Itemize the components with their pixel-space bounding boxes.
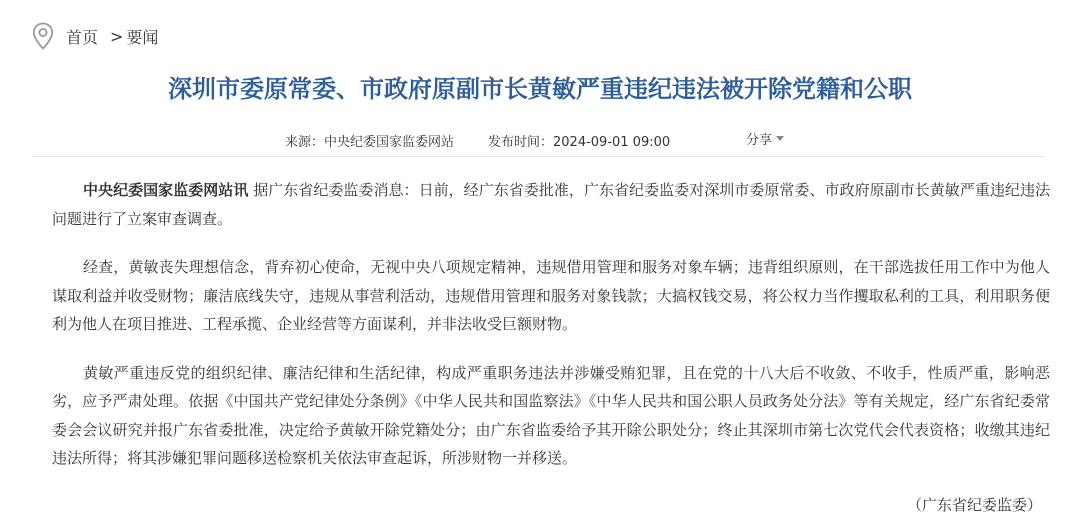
share-button[interactable] [746, 129, 784, 148]
breadcrumb [32, 20, 158, 52]
article-meta [0, 127, 1080, 151]
location-pin-icon [32, 22, 54, 50]
article-paragraph-text: 据广东省纪委监委消息：日前，经广东省委批准，广东省纪委监委对深圳市委原常委、市政府原副市长黄敏严重违纪违法问题进行了立案审查调查。 [52, 181, 1050, 228]
article-title: 深圳市委原常委、市政府原副市长黄敏严重违纪违法被开除党籍和公职 [168, 75, 912, 103]
breadcrumb-current-link[interactable]: 要闻 [126, 27, 159, 47]
caret-down-icon [776, 136, 784, 141]
article-lead: 中央纪委国家监委网站讯 [83, 181, 249, 199]
share-label: 分享 [746, 133, 773, 148]
breadcrumb-home-link[interactable]: 首页 [66, 27, 99, 47]
article-sign-off: （广东省纪委监委） [906, 496, 1042, 514]
article-body [52, 176, 1050, 493]
divider [32, 156, 1044, 157]
article-paragraph [52, 176, 1050, 233]
article-paragraph: 经查，黄敏丧失理想信念，背弃初心使命，无视中央八项规定精神，违规借用管理和服务对象车辆；违背组织原则，在干部选拔任用工作中为他人谋取利益并收受财物；廉洁底线失守，违规从事营利活动，违规借用管理和服务对象钱款；大搞权钱交易，将公权力当作攫取私利的工具，利用职务便利为他人在项目推进、工程承揽、企业经营等方面谋利，并非法收受巨额财物。 [52, 258, 1050, 333]
article-paragraph: 黄敏严重违反党的组织纪律、廉洁纪律和生活纪律，构成严重职务违法并涉嫌受贿犯罪，且在党的十八大后不收敛、不收手，性质严重，影响恶劣，应予严肃处理。依据《中国共产党纪律处分条例》《中华人民共和国监察法》《中华人民共和国公职人员政务处分法》等有关规定，经广东省纪委常委会会议研究并报广东省委批准，决定给予黄敏开除党籍处分；由广东省监委给予其开除公职处分；终止其深圳市第七次党代会代表资格；收缴其违纪违法所得；将其涉嫌犯罪问题移送检察机关依法审查起诉，所涉财物一并移送。 [52, 363, 1050, 467]
article-source: 来源：中央纪委国家监委网站 [285, 135, 455, 150]
article-publish-date: 发布时间：2024-09-01 09:00 [488, 135, 671, 150]
breadcrumb-separator: > [110, 26, 124, 46]
